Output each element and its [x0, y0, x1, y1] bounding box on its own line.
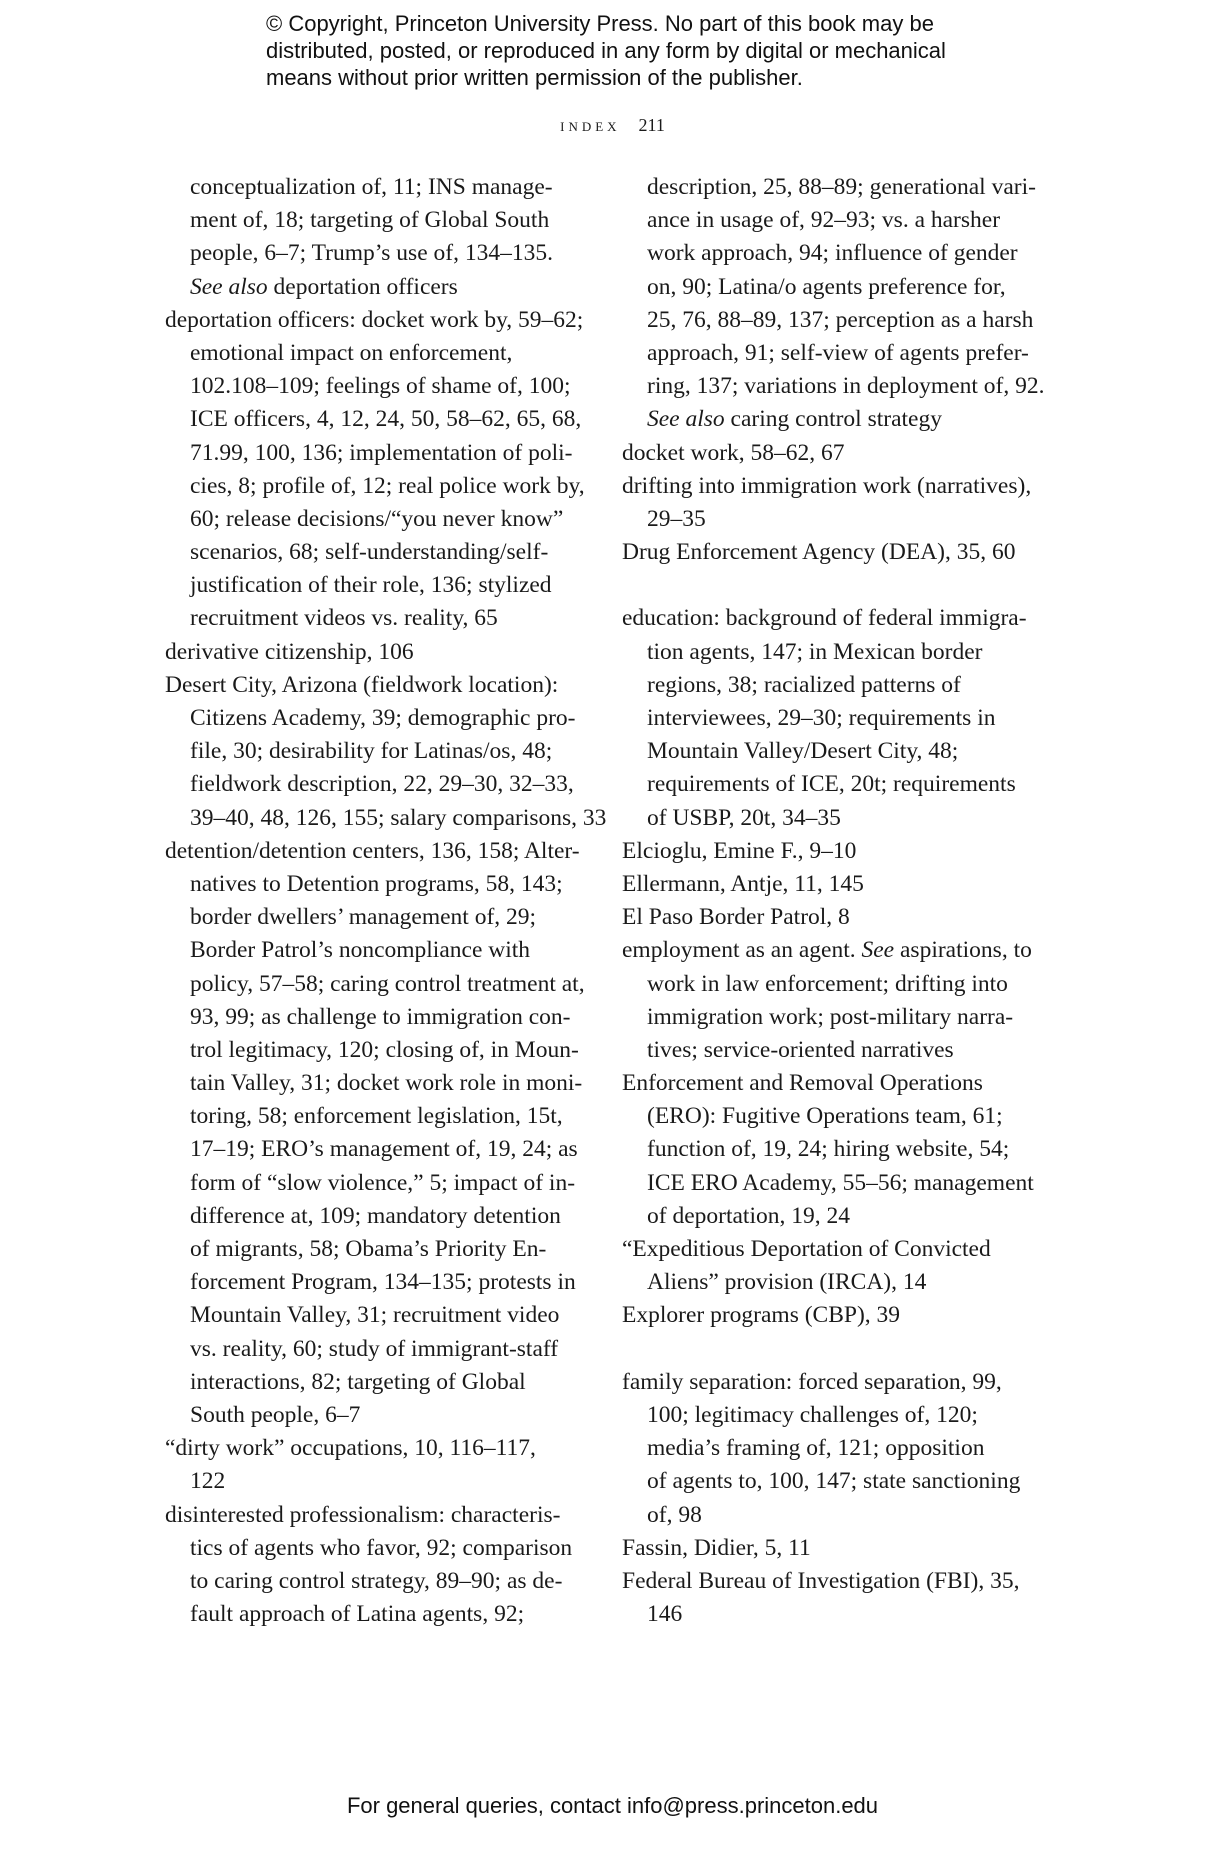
- footer-contact: For general queries, contact info@press.princeton.edu: [346, 1793, 879, 1818]
- index-text: 60; release decisions/“you never know”: [190, 505, 564, 532]
- index-line: [165, 934, 595, 967]
- index-text: detention/detention centers, 136, 158; Alter-: [165, 837, 580, 864]
- index-text: Federal Bureau of Investigation (FBI), 35,: [622, 1567, 1020, 1594]
- index-line: [622, 768, 1052, 801]
- copyright-notice: [266, 10, 1026, 91]
- index-text: 17–19; ERO’s management of, 19, 24; as: [190, 1136, 578, 1163]
- index-line: [165, 1167, 595, 1200]
- index-line: [165, 901, 595, 934]
- index-text: El Paso Border Patrol, 8: [622, 904, 850, 931]
- index-line: [165, 968, 595, 1001]
- index-text: to caring control strategy, 89–90; as de-: [190, 1567, 563, 1594]
- index-line: [165, 1366, 595, 1399]
- index-line: [165, 1465, 595, 1498]
- index-text: toring, 58; enforcement legislation, 15t,: [190, 1103, 563, 1130]
- index-line: [622, 1266, 1052, 1299]
- index-line: [622, 1233, 1052, 1266]
- index-text: family separation: forced separation, 99,: [622, 1368, 1002, 1395]
- index-line: [165, 669, 595, 702]
- index-text: Citizens Academy, 39; demographic pro-: [190, 705, 576, 731]
- index-line: [165, 1133, 595, 1166]
- index-line: [622, 1034, 1052, 1067]
- index-column-right: [622, 171, 1052, 1631]
- index-text: cies, 8; profile of, 12; real police work by,: [190, 472, 585, 499]
- index-line: [622, 403, 1052, 436]
- index-line: [165, 768, 595, 801]
- index-line: [165, 470, 595, 503]
- index-text: deportation officers: docket work by, 59–62;: [165, 306, 584, 333]
- index-line: [165, 1233, 595, 1266]
- index-text: of, 98: [647, 1501, 702, 1528]
- index-text: (ERO): Fugitive Operations team, 61;: [647, 1103, 1003, 1130]
- index-text: “Expeditious Deportation of Convicted: [622, 1236, 991, 1262]
- index-text: interactions, 82; targeting of Global: [190, 1368, 526, 1395]
- index-text: 146: [647, 1601, 683, 1628]
- index-text: file, 30; desirability for Latinas/os, 48;: [190, 738, 553, 765]
- index-line: [165, 1532, 595, 1565]
- index-text: people, 6–7; Trump’s use of, 134–135.: [190, 240, 553, 267]
- index-line: [622, 1565, 1052, 1598]
- index-text: regions, 38; racialized patterns of: [647, 671, 961, 698]
- index-text: of agents to, 100, 147; state sanctioning: [647, 1468, 1021, 1495]
- index-line: [622, 271, 1052, 304]
- index-text: forcement Program, 134–135; protests in: [190, 1269, 576, 1296]
- index-line: [622, 1399, 1052, 1432]
- index-text: difference at, 109; mandatory detention: [190, 1202, 561, 1229]
- index-text: 93, 99; as challenge to immigration con-: [190, 1003, 571, 1030]
- index-line: [165, 1598, 595, 1631]
- index-line: [622, 1001, 1052, 1034]
- index-text: trol legitimacy, 120; closing of, in Moun-: [190, 1036, 579, 1063]
- index-line: [622, 470, 1052, 503]
- index-line: [622, 968, 1052, 1001]
- index-text: conceptualization of, 11; INS manage-: [190, 174, 553, 200]
- index-text: ICE officers, 4, 12, 24, 50, 58–62, 65, 68,: [190, 406, 582, 433]
- index-line: [165, 1565, 595, 1598]
- index-line: [622, 1432, 1052, 1465]
- index-line: [165, 802, 607, 835]
- index-text: requirements of ICE, 20t; requirements: [647, 771, 1016, 798]
- index-text: tics of agents who favor, 92; comparison: [190, 1534, 573, 1561]
- index-text: drifting into immigration work (narratives),: [622, 472, 1032, 499]
- index-text: derivative citizenship, 106: [165, 638, 414, 665]
- index-text: on, 90; Latina/o agents preference for,: [647, 273, 1006, 300]
- index-text: 29–35: [647, 505, 706, 532]
- index-text: of deportation, 19, 24: [647, 1202, 850, 1229]
- index-text: disinterested professionalism: characteris-: [165, 1501, 561, 1528]
- index-text: ance in usage of, 92–93; vs. a harsher: [647, 207, 1001, 234]
- index-line: [165, 171, 595, 204]
- index-line: [622, 1465, 1052, 1498]
- index-text: scenarios, 68; self-understanding/self-: [190, 539, 549, 566]
- index-text: 102.108–109; feelings of shame of, 100;: [190, 373, 571, 400]
- copyright-line: means without prior written permission of the publisher.: [266, 65, 803, 90]
- index-line: [622, 171, 1052, 204]
- index-text: description, 25, 88–89; generational vari-: [647, 174, 1036, 200]
- index-line: [165, 1432, 595, 1465]
- index-text: Desert City, Arizona (fieldwork location):: [165, 671, 559, 698]
- index-line: [622, 602, 1052, 635]
- index-line: [622, 370, 1052, 403]
- index-text: work in law enforcement; drifting into: [647, 970, 1008, 997]
- index-line: [165, 337, 595, 370]
- index-text: vs. reality, 60; study of immigrant-staff: [190, 1335, 559, 1362]
- index-text: Mountain Valley, 31; recruitment video: [190, 1302, 560, 1329]
- index-line: [165, 370, 595, 403]
- index-text: natives to Detention programs, 58, 143;: [190, 870, 563, 897]
- index-line: [622, 702, 1052, 735]
- index-line: [622, 503, 1052, 536]
- index-line: [165, 1100, 595, 1133]
- index-line: [165, 304, 595, 337]
- index-line: [165, 271, 595, 304]
- index-text: Aliens” provision (IRCA), 14: [647, 1269, 927, 1296]
- index-line: [622, 536, 1052, 569]
- index-text: employment as an agent.: [622, 937, 862, 964]
- index-text: function of, 19, 24; hiring website, 54;: [647, 1136, 1010, 1163]
- index-line: [622, 1366, 1052, 1399]
- index-text: of migrants, 58; Obama’s Priority En-: [190, 1236, 547, 1262]
- index-text: justification of their role, 136; stylized: [190, 572, 552, 599]
- index-text: work approach, 94; influence of gender: [647, 240, 1018, 267]
- index-line: [622, 1167, 1052, 1200]
- index-italic: See also: [190, 273, 268, 300]
- index-text: aspirations, to: [894, 937, 1032, 964]
- index-text: recruitment videos vs. reality, 65: [190, 605, 498, 632]
- index-line: [165, 868, 595, 901]
- index-text: “dirty work” occupations, 10, 116–117,: [165, 1435, 536, 1462]
- index-line: [165, 403, 595, 436]
- index-line: [622, 636, 1052, 669]
- index-line: [165, 437, 595, 470]
- index-spacer: [622, 569, 1052, 602]
- running-head: [0, 113, 1225, 137]
- index-text: ring, 137; variations in deployment of, 92.: [647, 373, 1045, 400]
- index-line: [622, 204, 1052, 237]
- index-text: ment of, 18; targeting of Global South: [190, 207, 550, 234]
- index-line: [165, 536, 595, 569]
- index-text: approach, 91; self-view of agents prefer-: [647, 339, 1029, 366]
- copyright-line: distributed, posted, or reproduced in any form by digital or mechanical: [266, 38, 946, 63]
- index-line: [622, 868, 1052, 901]
- index-text: fieldwork description, 22, 29–30, 32–33,: [190, 771, 574, 798]
- index-line: [622, 1100, 1052, 1133]
- index-text: form of “slow violence,” 5; impact of in-: [190, 1169, 576, 1196]
- index-line: [165, 702, 595, 735]
- index-italic: See also: [647, 406, 725, 433]
- index-text: education: background of federal immigra-: [622, 605, 1027, 632]
- index-line: [622, 1499, 1052, 1532]
- index-text: border dwellers’ management of, 29;: [190, 904, 537, 931]
- index-text: Enforcement and Removal Operations: [622, 1070, 983, 1097]
- index-text: Ellermann, Antje, 11, 145: [622, 870, 864, 897]
- index-text: docket work, 58–62, 67: [622, 439, 845, 466]
- index-line: [622, 437, 1052, 470]
- index-text: Explorer programs (CBP), 39: [622, 1302, 901, 1329]
- index-text: interviewees, 29–30; requirements in: [647, 705, 996, 731]
- index-line: [165, 1067, 595, 1100]
- index-text: South people, 6–7: [190, 1401, 361, 1428]
- index-text: immigration work; post-military narra-: [647, 1003, 1014, 1030]
- index-line: [165, 1001, 595, 1034]
- index-text: caring control strategy: [724, 406, 942, 433]
- index-text: 71.99, 100, 136; implementation of poli-: [190, 439, 573, 466]
- index-column-left: [165, 171, 607, 1631]
- index-line: [622, 1200, 1052, 1233]
- index-line: [622, 735, 1052, 768]
- index-line: [165, 602, 595, 635]
- index-line: [165, 636, 595, 669]
- index-text: policy, 57–58; caring control treatment at,: [190, 970, 585, 997]
- index-line: [622, 1067, 1052, 1100]
- running-head-label: index: [560, 115, 621, 135]
- index-text: Elcioglu, Emine F., 9–10: [622, 837, 857, 864]
- index-line: [622, 835, 1052, 868]
- index-line: [622, 1598, 1052, 1631]
- index-italic: See: [861, 937, 895, 964]
- index-line: [165, 1200, 595, 1233]
- index-line: [165, 204, 595, 237]
- index-line: [165, 735, 595, 768]
- index-line: [165, 1034, 595, 1067]
- index-line: [622, 934, 1052, 967]
- index-text: ICE ERO Academy, 55–56; management: [647, 1169, 1034, 1196]
- index-text: media’s framing of, 121; opposition: [647, 1435, 985, 1462]
- index-line: [165, 835, 595, 868]
- index-line: [165, 1333, 595, 1366]
- index-line: [622, 337, 1052, 370]
- index-text: of USBP, 20t, 34–35: [647, 804, 841, 831]
- index-text: Fassin, Didier, 5, 11: [622, 1534, 811, 1561]
- index-line: [622, 304, 1052, 337]
- index-line: [165, 1299, 595, 1332]
- index-line: [165, 569, 595, 602]
- index-text: 100; legitimacy challenges of, 120;: [647, 1401, 978, 1428]
- copyright-line: © Copyright, Princeton University Press. No part of this book may be: [266, 11, 934, 36]
- index-text: tives; service-oriented narratives: [647, 1036, 954, 1063]
- index-line: [622, 802, 1052, 835]
- index-line: [165, 503, 595, 536]
- index-line: [622, 1133, 1052, 1166]
- index-line: [622, 901, 1052, 934]
- index-text: emotional impact on enforcement,: [190, 339, 513, 366]
- index-line: [165, 237, 595, 270]
- index-text: 25, 76, 88–89, 137; perception as a harsh: [647, 306, 1034, 333]
- index-line: [165, 1399, 595, 1432]
- index-line: [622, 237, 1052, 270]
- index-line: [622, 669, 1052, 702]
- page-number: 211: [638, 115, 665, 135]
- index-text: tion agents, 147; in Mexican border: [647, 638, 983, 665]
- index-text: Drug Enforcement Agency (DEA), 35, 60: [622, 539, 1016, 566]
- index-text: Mountain Valley/Desert City, 48;: [647, 738, 959, 765]
- index-line: [165, 1499, 595, 1532]
- index-line: [165, 1266, 595, 1299]
- index-line: [622, 1299, 1052, 1332]
- index-text: deportation officers: [267, 273, 458, 300]
- index-text: tain Valley, 31; docket work role in moni-: [190, 1070, 583, 1097]
- index-text: fault approach of Latina agents, 92;: [190, 1601, 525, 1628]
- index-text: 122: [190, 1468, 226, 1495]
- index-line: [622, 1532, 1052, 1565]
- index-spacer: [622, 1333, 1052, 1366]
- index-text: Border Patrol’s noncompliance with: [190, 937, 531, 964]
- index-text: 39–40, 48, 126, 155; salary comparisons, 33: [190, 804, 607, 831]
